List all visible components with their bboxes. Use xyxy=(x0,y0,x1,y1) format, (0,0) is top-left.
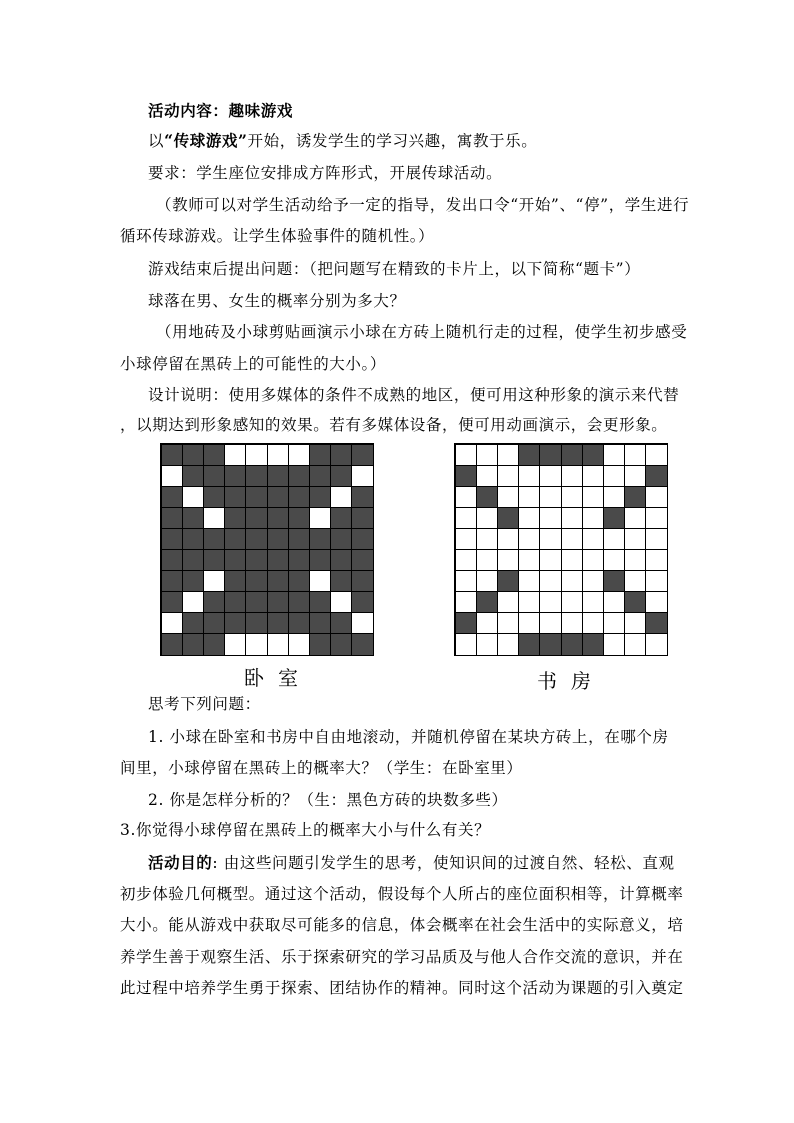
white-tile xyxy=(645,507,667,529)
black-tile xyxy=(224,591,246,613)
black-tile xyxy=(309,486,331,508)
black-tile xyxy=(267,528,289,550)
black-tile xyxy=(497,570,519,592)
black-tile xyxy=(267,591,289,613)
black-tile xyxy=(203,549,225,571)
study-caption: 书房 xyxy=(537,669,605,693)
black-tile xyxy=(288,528,310,550)
paragraph-line: 要求：学生座位安排成方阵形式，开展传球活动。 xyxy=(148,164,503,182)
white-tile xyxy=(582,486,604,508)
white-tile xyxy=(518,549,540,571)
paragraph-line: 大小。能从游戏中获取尽可能多的信息，体会概率在社会生活中的实际意义，培 xyxy=(120,916,684,934)
black-tile xyxy=(245,528,267,550)
black-tile xyxy=(351,486,373,508)
white-tile xyxy=(582,570,604,592)
white-tile xyxy=(539,549,561,571)
white-tile xyxy=(603,444,625,466)
white-tile xyxy=(203,507,225,529)
black-tile xyxy=(645,612,667,634)
black-tile xyxy=(267,465,289,487)
black-tile xyxy=(161,444,183,466)
white-tile xyxy=(267,633,289,655)
white-tile xyxy=(245,633,267,655)
white-tile xyxy=(224,633,246,655)
white-tile xyxy=(603,549,625,571)
white-tile xyxy=(476,465,498,487)
black-tile xyxy=(267,549,289,571)
white-tile xyxy=(539,465,561,487)
black-tile xyxy=(245,507,267,529)
black-tile xyxy=(288,549,310,571)
black-tile xyxy=(539,444,561,466)
paragraph-line: 此过程中培养学生勇于探索、团结协作的精神。同时这个活动为课题的引入奠定 xyxy=(120,979,684,997)
white-tile xyxy=(624,570,646,592)
black-tile xyxy=(203,612,225,634)
black-tile xyxy=(309,633,331,655)
white-tile xyxy=(351,612,373,634)
white-tile xyxy=(603,633,625,655)
black-tile xyxy=(330,549,352,571)
white-tile xyxy=(539,507,561,529)
white-tile xyxy=(476,528,498,550)
white-tile xyxy=(476,612,498,634)
black-tile xyxy=(182,528,204,550)
black-tile xyxy=(288,591,310,613)
black-tile xyxy=(351,570,373,592)
white-tile xyxy=(497,528,519,550)
black-tile xyxy=(245,465,267,487)
black-tile xyxy=(224,507,246,529)
black-tile xyxy=(330,465,352,487)
white-tile xyxy=(455,570,477,592)
black-tile xyxy=(203,486,225,508)
white-tile xyxy=(497,612,519,634)
black-tile xyxy=(267,486,289,508)
white-tile xyxy=(624,528,646,550)
heading-text: 趣味游戏 xyxy=(228,101,293,120)
white-tile xyxy=(561,612,583,634)
white-tile xyxy=(603,486,625,508)
black-tile xyxy=(224,570,246,592)
black-tile xyxy=(351,591,373,613)
black-tile xyxy=(288,486,310,508)
white-tile xyxy=(582,465,604,487)
white-tile xyxy=(497,486,519,508)
white-tile xyxy=(645,570,667,592)
paragraph-line: ，以期达到形象感知的效果。若有多媒体设备，便可用动画演示，会更形象。 xyxy=(120,416,668,434)
question-1: 1. 小球在卧室和书房中自由地滚动，并随机停留在某块方砖上，在哪个房 xyxy=(148,728,669,746)
black-tile xyxy=(561,633,583,655)
black-tile xyxy=(245,486,267,508)
black-tile xyxy=(203,465,225,487)
black-tile xyxy=(455,465,477,487)
black-tile xyxy=(182,465,204,487)
black-tile xyxy=(351,444,373,466)
black-tile xyxy=(182,444,204,466)
white-tile xyxy=(645,528,667,550)
white-tile xyxy=(624,633,646,655)
white-tile xyxy=(539,528,561,550)
black-tile xyxy=(203,633,225,655)
black-tile xyxy=(161,633,183,655)
black-tile xyxy=(351,528,373,550)
black-tile xyxy=(203,528,225,550)
black-tile xyxy=(245,570,267,592)
black-tile xyxy=(539,633,561,655)
white-tile xyxy=(476,444,498,466)
white-tile xyxy=(309,507,331,529)
white-tile xyxy=(182,486,204,508)
paragraph-line: 球落在男、女生的概率分别为多大？ xyxy=(148,292,406,310)
white-tile xyxy=(561,486,583,508)
game-name: “传球游戏” xyxy=(164,131,248,150)
white-tile xyxy=(518,465,540,487)
black-tile xyxy=(224,549,246,571)
black-tile xyxy=(182,633,204,655)
white-tile xyxy=(161,465,183,487)
white-tile xyxy=(645,486,667,508)
black-tile xyxy=(245,549,267,571)
white-tile xyxy=(497,444,519,466)
black-tile xyxy=(288,570,310,592)
white-tile xyxy=(624,507,646,529)
black-tile xyxy=(245,612,267,634)
paragraph-line: （教师可以对学生活动给予一定的指导，发出口令“开始”、“停”，学生进行 xyxy=(156,196,690,214)
white-tile xyxy=(455,528,477,550)
white-tile xyxy=(518,570,540,592)
black-tile xyxy=(309,444,331,466)
bedroom-caption: 卧室 xyxy=(244,666,312,690)
black-tile xyxy=(309,612,331,634)
paragraph-line: 设计说明：使用多媒体的条件不成熟的地区，便可用这种形象的演示来代替 xyxy=(148,386,680,404)
black-tile xyxy=(455,612,477,634)
white-tile xyxy=(561,507,583,529)
white-tile xyxy=(476,549,498,571)
white-tile xyxy=(582,507,604,529)
black-tile xyxy=(624,591,646,613)
white-tile xyxy=(645,549,667,571)
black-tile xyxy=(476,486,498,508)
white-tile xyxy=(497,465,519,487)
black-tile xyxy=(267,507,289,529)
white-tile xyxy=(539,570,561,592)
white-tile xyxy=(582,528,604,550)
white-tile xyxy=(603,612,625,634)
black-tile xyxy=(351,549,373,571)
black-tile xyxy=(603,507,625,529)
black-tile xyxy=(224,465,246,487)
white-tile xyxy=(518,507,540,529)
black-tile xyxy=(561,444,583,466)
white-tile xyxy=(455,549,477,571)
white-tile xyxy=(561,570,583,592)
paragraph-line: 初步体验几何概型。通过这个活动，假设每个人所占的座位面积相等，计算概率 xyxy=(120,885,684,903)
paragraph-line: 间里，小球停留在黑砖上的概率大？（学生：在卧室里） xyxy=(120,759,523,777)
white-tile xyxy=(267,444,289,466)
white-tile xyxy=(539,486,561,508)
white-tile xyxy=(624,549,646,571)
white-tile xyxy=(309,570,331,592)
black-tile xyxy=(288,465,310,487)
white-tile xyxy=(497,633,519,655)
white-tile xyxy=(645,591,667,613)
black-tile xyxy=(603,570,625,592)
black-tile xyxy=(582,444,604,466)
paragraph-line: （用地砖及小球剪贴画演示小球在方砖上随机行走的过程，使学生初步感受 xyxy=(156,323,688,341)
white-tile xyxy=(245,444,267,466)
white-tile xyxy=(330,591,352,613)
heading-label: 活动内容： xyxy=(148,101,229,120)
paragraph-line: 养学生善于观察生活、乐于探索研究的学习品质及与他人合作交流的意识，并在 xyxy=(120,948,684,966)
black-tile xyxy=(624,486,646,508)
white-tile xyxy=(518,528,540,550)
white-tile xyxy=(455,486,477,508)
paragraph-line: 循环传球游戏。让学生体验事件的随机性。） xyxy=(120,227,435,245)
black-tile xyxy=(224,486,246,508)
black-tile xyxy=(267,612,289,634)
black-tile xyxy=(476,591,498,613)
white-tile xyxy=(582,549,604,571)
white-tile xyxy=(539,591,561,613)
white-tile xyxy=(455,507,477,529)
black-tile xyxy=(161,486,183,508)
paragraph-line: 以“传球游戏”开始，诱发学生的学习兴趣，寓教于乐。 xyxy=(148,131,538,150)
white-tile xyxy=(518,486,540,508)
white-tile xyxy=(561,591,583,613)
black-tile xyxy=(267,570,289,592)
black-tile xyxy=(309,549,331,571)
white-tile xyxy=(224,444,246,466)
black-tile xyxy=(224,612,246,634)
white-tile xyxy=(603,591,625,613)
white-tile xyxy=(288,444,310,466)
black-tile xyxy=(645,465,667,487)
black-tile xyxy=(330,633,352,655)
white-tile xyxy=(518,591,540,613)
bedroom-tile-grid xyxy=(160,443,374,656)
black-tile xyxy=(182,612,204,634)
black-tile xyxy=(182,507,204,529)
white-tile xyxy=(603,528,625,550)
question-2: 2. 你是怎样分析的？（生：黑色方砖的块数多些） xyxy=(148,791,508,809)
study-tile-grid xyxy=(454,443,668,656)
white-tile xyxy=(455,633,477,655)
paragraph-line: 游戏结束后提出问题：（把问题写在精致的卡片上，以下简称“题卡”） xyxy=(148,260,641,278)
white-tile xyxy=(518,612,540,634)
white-tile xyxy=(624,612,646,634)
black-tile xyxy=(582,633,604,655)
paragraph-line: 思考下列问题： xyxy=(148,695,261,713)
black-tile xyxy=(330,612,352,634)
paragraph-line: 小球停留在黑砖上的可能性的大小。） xyxy=(120,355,386,373)
white-tile xyxy=(330,486,352,508)
black-tile xyxy=(203,591,225,613)
black-tile xyxy=(161,528,183,550)
black-tile xyxy=(330,507,352,529)
black-tile xyxy=(245,591,267,613)
black-tile xyxy=(309,528,331,550)
black-tile xyxy=(182,570,204,592)
black-tile xyxy=(330,444,352,466)
black-tile xyxy=(161,507,183,529)
white-tile xyxy=(561,528,583,550)
black-tile xyxy=(330,528,352,550)
black-tile xyxy=(161,591,183,613)
question-3: 3.你觉得小球停留在黑砖上的概率大小与什么有关？ xyxy=(120,821,491,839)
white-tile xyxy=(476,570,498,592)
white-tile xyxy=(645,444,667,466)
black-tile xyxy=(224,528,246,550)
black-tile xyxy=(309,591,331,613)
white-tile xyxy=(603,465,625,487)
white-tile xyxy=(624,465,646,487)
white-tile xyxy=(455,444,477,466)
white-tile xyxy=(182,591,204,613)
white-tile xyxy=(561,465,583,487)
white-tile xyxy=(497,591,519,613)
white-tile xyxy=(561,549,583,571)
white-tile xyxy=(161,612,183,634)
white-tile xyxy=(539,612,561,634)
white-tile xyxy=(455,591,477,613)
white-tile xyxy=(582,591,604,613)
black-tile xyxy=(288,612,310,634)
white-tile xyxy=(624,444,646,466)
black-tile xyxy=(161,549,183,571)
white-tile xyxy=(497,549,519,571)
white-tile xyxy=(645,633,667,655)
black-tile xyxy=(330,570,352,592)
white-tile xyxy=(582,612,604,634)
black-tile xyxy=(309,465,331,487)
heading xyxy=(148,101,293,121)
white-tile xyxy=(476,633,498,655)
black-tile xyxy=(182,549,204,571)
white-tile xyxy=(203,570,225,592)
black-tile xyxy=(351,633,373,655)
black-tile xyxy=(518,633,540,655)
black-tile xyxy=(351,507,373,529)
black-tile xyxy=(497,507,519,529)
paragraph-line: 活动目的: 由这些问题引发学生的思考，使知识间的过渡自然、轻松、直观 xyxy=(148,853,675,872)
purpose-label: 活动目的 xyxy=(148,853,213,872)
black-tile xyxy=(518,444,540,466)
white-tile xyxy=(288,633,310,655)
black-tile xyxy=(161,570,183,592)
black-tile xyxy=(288,507,310,529)
black-tile xyxy=(203,444,225,466)
white-tile xyxy=(476,507,498,529)
white-tile xyxy=(351,465,373,487)
